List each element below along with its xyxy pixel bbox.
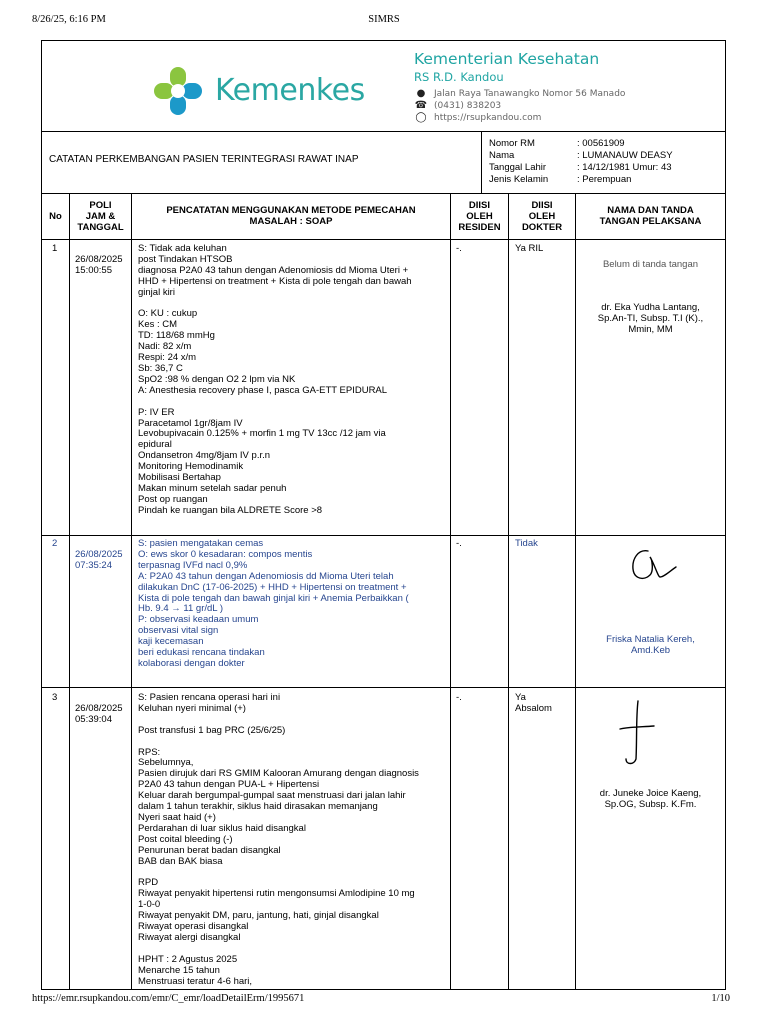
signature-status: Belum di tanda tangan [602, 259, 699, 270]
row-datetime: 26/08/2025 07:35:24 [75, 549, 123, 571]
header-dokter: DIISI OLEH DOKTER [521, 199, 563, 233]
row-soap: S: pasien mengatakan cemas O: ews skor 0 kesadaran: compos mentis terpasnag IVFd nacl 0,9% A: P2A0 43 tahun dengan Adenomiosis dd Mioma Uteri telah dilakukan DnC (17-06-2025) + HHD + Hipertensi on treatment + Kista di pole tengah dan bawah ginjal kiri + Anemia Perbaikkan ( Hb. 9.4 → 11 gr/dL ) P: observasi keadaan umum observasi vital sign kaji kecemasan beri edukasi rencana tindakan kolaborasi dengan dokter [138, 538, 409, 669]
ministry-name: Kementerian Kesehatan [414, 50, 600, 68]
row-divider [42, 239, 725, 240]
print-system-name: SIMRS [368, 14, 400, 25]
col-divider [69, 193, 70, 990]
signer-name: dr. Eka Yudha Lantang, Sp.An-TI, Subsp. T.I (K)., Mmin, MM [597, 302, 704, 335]
row-dokter: Ya Absalom [515, 692, 552, 714]
row-residen: -. [456, 243, 462, 254]
name-value: : LUMANAUW DEASY [577, 150, 673, 161]
dob-value: : 14/12/1981 Umur: 43 [577, 162, 672, 173]
dob-label: Tanggal Lahir [489, 162, 547, 173]
kemenkes-logo-icon [152, 65, 204, 117]
page-number: 1/10 [711, 993, 730, 1004]
header-soap: PENCATATAN MENGGUNAKAN METODE PEMECAHAN MASALAH : SOAP [166, 205, 416, 227]
website-text: https://rsupkandou.com [434, 113, 542, 123]
rm-value: : 00561909 [577, 138, 625, 149]
header-nama: NAMA DAN TANDA TANGAN PELAKSANA [599, 205, 702, 227]
phone-line [414, 100, 501, 112]
page-url: https://emr.rsupkandou.com/emr/C_emr/loadDetailErm/1995671 [32, 993, 305, 1004]
row-divider [42, 687, 725, 688]
row-residen: -. [456, 538, 462, 549]
row-number: 1 [52, 243, 58, 254]
title-bar [42, 131, 725, 194]
print-header [32, 14, 736, 28]
website-line [414, 112, 541, 124]
soap-table [42, 193, 725, 990]
row-number: 2 [52, 538, 58, 549]
row-residen: -. [456, 692, 462, 703]
map-pin-icon: ● [416, 88, 426, 99]
rm-label: Nomor RM [489, 138, 535, 149]
address-text: Jalan Raya Tanawangko Nomor 56 Manado [434, 89, 626, 99]
row-soap: S: Tidak ada keluhan post Tindakan HTSOB diagnosa P2A0 43 tahun dengan Adenomiosis dd Mioma Uteri + HHD + Hipertensi on treatment + Kista di pole tengah dan bawah ginjal kiri O: KU : cukup Kes : CM TD: 118/68 mmHg Nadi: 82 x/m Respi: 24 x/m Sb: 36,7 C SpO2 :98 % dengan O2 2 lpm via NK A: Anesthesia recovery phase I, pasca GA-ETT EPIDURAL P: IV ER Paracetamol 1gr/8jam IV Levobupivacain 0.125% + morfin 1 mg TV 13cc /12 jam via epidural Ondansetron 4mg/8jam IV p.r.n Monitoring Hemodinamik Mobilisasi Bertahap Makan minum setelah sadar penuh Post op ruangan Pindah ke ruangan bila ALDRETE Score >8 [138, 243, 412, 516]
name-label: Nama [489, 150, 515, 161]
col-divider [450, 193, 451, 990]
document-sheet [41, 40, 726, 990]
row-datetime: 26/08/2025 15:00:55 [75, 254, 123, 276]
globe-icon: ◯ [415, 112, 427, 123]
row-divider [42, 535, 725, 536]
phone-text: (0431) 838203 [434, 101, 502, 111]
col-divider [508, 193, 509, 990]
signer-name: Friska Natalia Kereh, Amd.Keb [606, 634, 695, 656]
letterhead [42, 41, 725, 132]
header-residen: DIISI OLEH RESIDEN [458, 199, 501, 233]
print-footer [32, 993, 736, 1007]
sex-value: : Perempuan [577, 174, 632, 185]
row-soap: S: Pasien rencana operasi hari ini Keluhan nyeri minimal (+) Post transfusi 1 bag PRC (25/6/25) RPS: Sebelumnya, Pasien dirujuk dari RS GMIM Kalooran Amurang dengan diagnosis P2A0 43 tahun dengan PUA-L + Hipertensi Keluar darah bergumpal-gumpal saat menstruasi dari jalan lahir dalam 1 tahun terakhir, siklus haid dirasakan memanjang Nyeri saat haid (+) Perdarahan di luar siklus haid disangkal Post coital bleeding (-) Penurunan berat badan disangkal BAB dan BAK biasa RPD Riwayat penyakit hipertensi rutin mengonsumsi Amlodipine 10 mg 1-0-0 Riwayat penyakit DM, paru, jantung, hati, ginjal disangkal Riwayat operasi disangkal Riwayat alergi disangkal HPHT : 2 Agustus 2025 Menarche 15 tahun Menstruasi teratur 4-6 hari, [138, 692, 419, 987]
address-line [414, 88, 625, 100]
hospital-name: RS R.D. Kandou [414, 70, 504, 84]
logo-wordmark: Kemenkes [215, 73, 365, 108]
signature-image [614, 699, 658, 769]
row-dokter: Tidak [515, 538, 538, 549]
row-dokter: Ya RIL [515, 243, 544, 254]
document-title: CATATAN PERKEMBANGAN PASIEN TERINTEGRASI RAWAT INAP [49, 154, 359, 165]
row-number: 3 [52, 692, 58, 703]
header-no: No [49, 210, 62, 222]
col-divider [131, 193, 132, 990]
signer-name: dr. Juneke Joice Kaeng, Sp.OG, Subsp. K.Fm. [599, 788, 702, 810]
signature-image [626, 545, 682, 585]
patient-info-box [481, 131, 725, 193]
phone-icon: ☎ [414, 100, 428, 111]
row-datetime: 26/08/2025 05:39:04 [75, 703, 123, 725]
header-poli: POLI JAM & TANGGAL [77, 199, 124, 233]
print-datetime: 8/26/25, 6:16 PM [32, 14, 106, 25]
sex-label: Jenis Kelamin [489, 174, 549, 185]
